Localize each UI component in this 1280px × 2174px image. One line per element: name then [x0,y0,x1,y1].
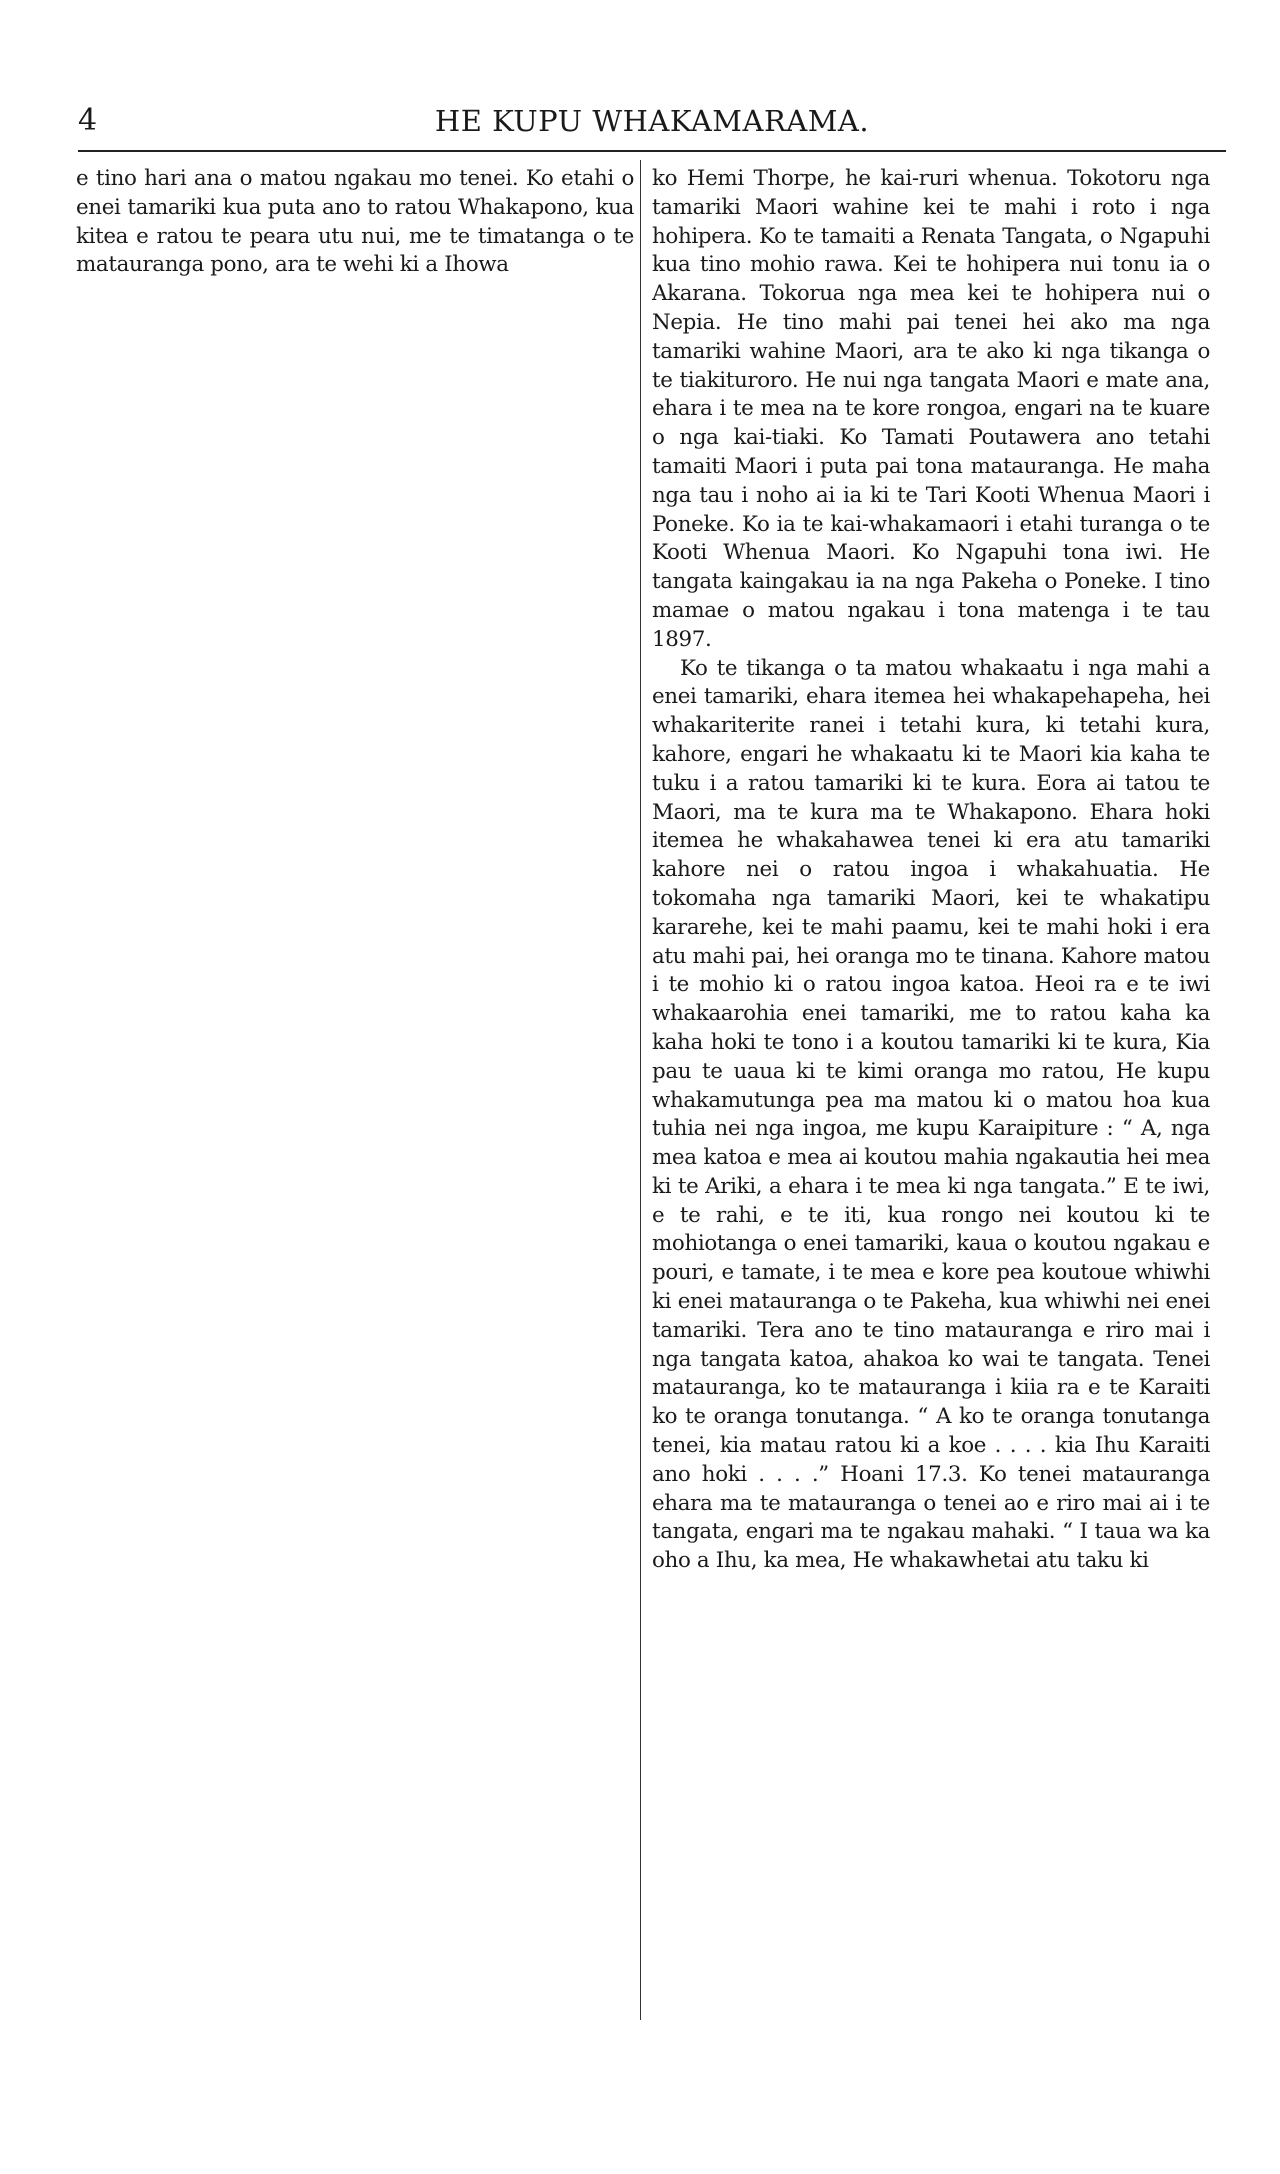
page-number: 4 [78,103,98,138]
left-column [76,165,634,280]
left-paragraph-1: e tino hari ana o matou ngakau mo tenei. Ko etahi o enei tamariki kua puta ano to ratou Whakapono, kua kitea e ratou te peara utu nui, me te timatanga o te matauranga pono, ara te wehi ki a Ihowa [76,166,634,278]
column-divider [640,160,641,2020]
page-header [78,98,1226,144]
running-title: HE KUPU WHAKAMARAMA. [434,104,870,138]
right-column [652,165,1210,1576]
right-paragraph-1: ko Hemi Thorpe, he kai-ruri whenua. Tokotoru nga tamariki Maori wahine kei te mahi i roto i nga hohipera. Ko te tamaiti a Renata Tangata, o Ngapuhi kua tino mohio rawa. Kei te hohipera nui tonu ia o Akarana. Tokorua nga mea kei te hohipera nui o Nepia. He tino mahi pai tenei hei ako ma nga tamariki wahine Maori, ara te ako ki nga tikanga o te tiakituroro. He nui nga tangata Maori e mate ana, ehara i te mea na te kore rongoa, engari na te kuare o nga kai-tiaki. Ko Tamati Poutawera ano tetahi tamaiti Maori i puta pai tona matauranga. He maha nga tau i noho ai ia ki te Tari Kooti Whenua Maori i Poneke. Ko ia te kai-whakamaori i etahi turanga o te Kooti Whenua Maori. Ko Ngapuhi tona iwi. He tangata kaingakau ia na nga Pakeha o Poneke. I tino mamae o matou ngakau i tona matenga i te tau 1897. [652,166,1210,652]
header-rule [78,150,1226,152]
right-paragraph-2: Ko te tikanga o ta matou whakaatu i nga mahi a enei tamariki, ehara itemea hei whakapehapeha, hei whakariterite ranei i tetahi kura, ki tetahi kura, kahore, engari he whakaatu ki te Maori kia kaha te tuku i a ratou tamariki ki te kura. Eora ai tatou te Maori, ma te kura ma te Whakapono. Ehara hoki itemea he whakahawea tenei ki era atu tamariki kahore nei o ratou ingoa i whakahuatia. He tokomaha nga tamariki Maori, kei te whakatipu kararehe, kei te mahi paamu, kei te mahi hoki i era atu mahi pai, hei oranga mo te tinana. Kahore matou i te mohio ki o ratou ingoa katoa. Heoi ra e te iwi whakaarohia enei tamariki, me to ratou kaha ka kaha hoki te tono i a koutou tamariki ki te kura, Kia pau te uaua ki te kimi oranga mo ratou, He kupu whakamutunga pea ma matou ki o matou hoa kua tuhia nei nga ingoa, me kupu Karaipiture : “ A, nga mea katoa e mea ai koutou mahia ngakautia hei mea ki te Ariki, a ehara i te mea ki nga tangata.” E te iwi, e te rahi, e te iti, kua rongo nei koutou ki te mohiotanga o enei tamariki, kaua o koutou ngakau e pouri, e tamate, i te mea e kore pea koutoue whiwhi ki enei matauranga o te Pakeha, kua whiwhi nei enei tamariki. Tera ano te tino matauranga e riro mai i nga tangata katoa, ahakoa ko wai te tangata. Tenei matauranga, ko te matauranga i kiia ra e te Karaiti ko te oranga tonutanga. “ A ko te oranga tonutanga tenei, kia matau ratou ki a koe . . . . kia Ihu Karaiti ano hoki . . . .” Hoani 17.3. Ko tenei matauranga ehara ma te matauranga o tenei ao e riro mai ai i te tangata, engari ma te ngakau mahaki. “ I taua wa ka oho a Ihu, ka mea, He whakawhetai atu taku ki [652,655,1210,1574]
